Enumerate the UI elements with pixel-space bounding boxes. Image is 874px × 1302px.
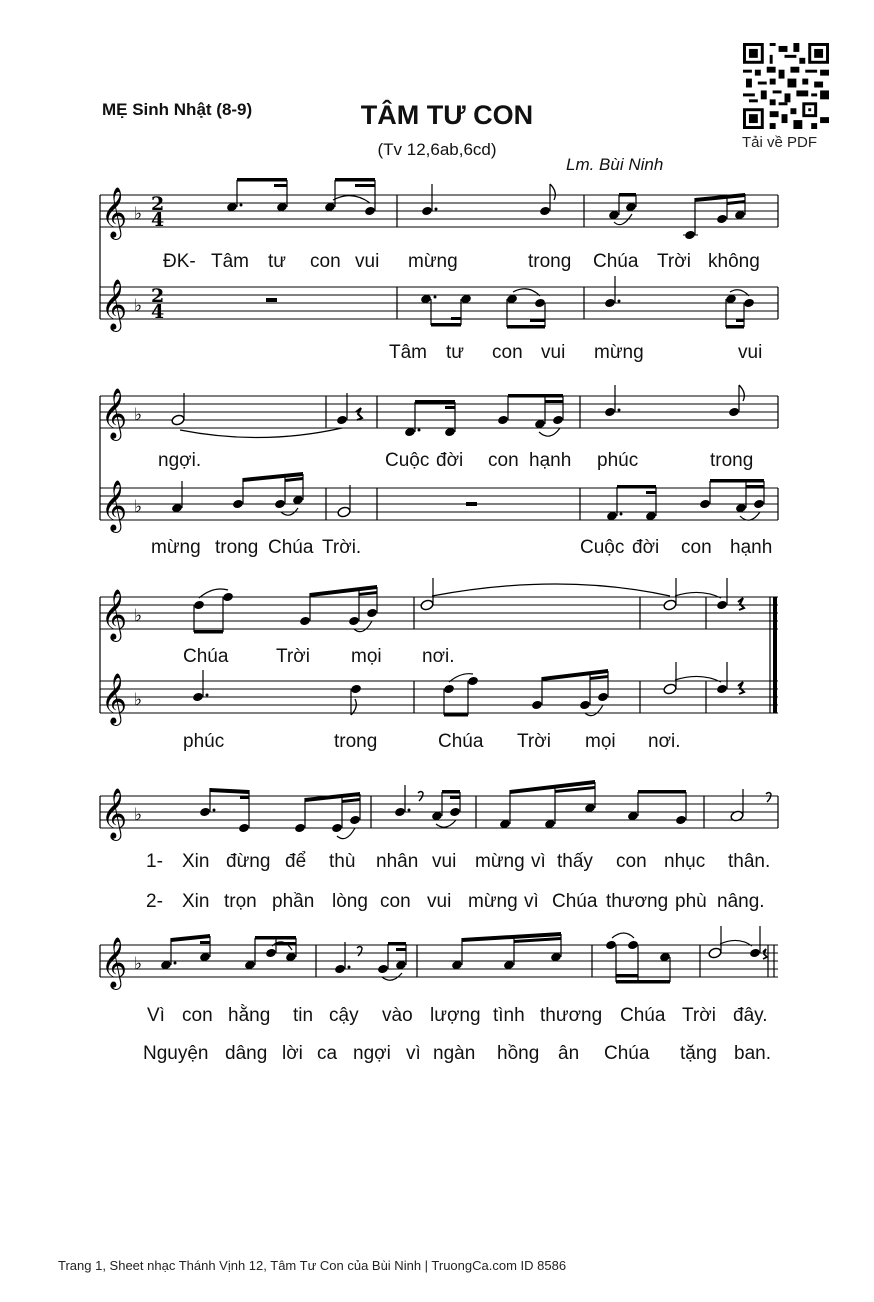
lyric-syllable: Cuộc bbox=[580, 537, 625, 558]
lyric-syllable: hồng bbox=[497, 1043, 540, 1064]
svg-text:♭: ♭ bbox=[134, 405, 143, 425]
notes-s5 bbox=[160, 926, 767, 984]
lyric-syllable: Chúa bbox=[268, 537, 314, 558]
lyric-syllable: mọi bbox=[351, 646, 382, 667]
lyric-syllable: mừng bbox=[151, 537, 201, 558]
lyric-syllable: con bbox=[182, 1005, 213, 1026]
lyric-syllable: vui bbox=[738, 342, 763, 363]
lyric-syllable: nhân bbox=[376, 851, 419, 872]
lyric-syllable: Chúa bbox=[438, 731, 484, 752]
svg-text:♭: ♭ bbox=[134, 606, 143, 626]
lyric-syllable: vào bbox=[382, 1005, 413, 1026]
lyric-syllable: vì bbox=[524, 891, 539, 912]
lyric-syllable: nơi. bbox=[422, 646, 455, 667]
lyric-syllable: Chúa bbox=[604, 1043, 650, 1064]
lyric-syllable: vì bbox=[406, 1043, 421, 1064]
lyric-syllable: Xin bbox=[182, 851, 210, 872]
lyric-syllable: con bbox=[616, 851, 647, 872]
lyric-syllable: nhục bbox=[664, 851, 706, 872]
lyric-syllable: Trời bbox=[657, 251, 691, 272]
lyric-syllable: Chúa bbox=[552, 891, 598, 912]
lyric-syllable: tư bbox=[446, 342, 464, 363]
svg-text:♭: ♭ bbox=[134, 690, 143, 710]
lyric-syllable: thương bbox=[606, 891, 669, 912]
svg-text:2: 2 bbox=[151, 193, 165, 215]
svg-text:♭: ♭ bbox=[134, 954, 143, 974]
lyric-syllable: hạnh bbox=[529, 450, 572, 471]
composer: Lm. Bùi Ninh bbox=[566, 155, 664, 174]
lyric-syllable: phúc bbox=[597, 450, 639, 471]
lyric-syllable: đời bbox=[436, 450, 464, 471]
staff-s1-lower bbox=[100, 287, 778, 319]
svg-text:♭: ♭ bbox=[134, 497, 143, 517]
lyric-syllable: tình bbox=[493, 1005, 525, 1026]
lyric-syllable: vì bbox=[531, 851, 546, 872]
lyric-syllable: Cuộc bbox=[385, 450, 430, 471]
lyric-syllable: trọn bbox=[224, 891, 257, 912]
notes-s2-upper bbox=[171, 385, 744, 438]
notes-s4 bbox=[199, 780, 771, 839]
lyric-syllable: lời bbox=[282, 1043, 303, 1064]
lyric-syllable: lượng bbox=[430, 1005, 481, 1026]
staff-s1-upper bbox=[100, 195, 778, 227]
download-pdf-link[interactable]: Tải về PDF bbox=[742, 134, 818, 151]
lyric-syllable: dâng bbox=[225, 1043, 268, 1064]
occasion-label: MẸ Sinh Nhật (8-9) bbox=[102, 100, 253, 119]
lyric-syllable: hằng bbox=[228, 1005, 271, 1026]
svg-text:𝄞: 𝄞 bbox=[101, 673, 128, 724]
lyric-syllable: Chúa bbox=[620, 1005, 666, 1026]
lyric-syllable: con bbox=[310, 251, 341, 272]
lyric-syllable: tặng bbox=[680, 1043, 717, 1064]
svg-text:𝄞: 𝄞 bbox=[101, 589, 128, 640]
notes-s1-upper bbox=[226, 178, 746, 240]
lyric-syllable: trong bbox=[334, 731, 378, 752]
svg-text:𝄞: 𝄞 bbox=[101, 388, 128, 439]
lyric-syllable: thương bbox=[540, 1005, 603, 1026]
lyric-syllable: trong bbox=[710, 450, 754, 471]
lyric-syllable: vui bbox=[541, 342, 566, 363]
svg-text:4: 4 bbox=[151, 301, 165, 323]
lyric-syllable: ban. bbox=[734, 1043, 771, 1064]
lyric-syllable: nâng. bbox=[717, 891, 765, 912]
notes-s2-lower bbox=[171, 472, 765, 521]
svg-text:2: 2 bbox=[151, 285, 165, 307]
lyric-syllable: con bbox=[380, 891, 411, 912]
lyric-syllable: lòng bbox=[332, 891, 368, 912]
svg-text:𝄞: 𝄞 bbox=[101, 480, 128, 531]
staff-s2-lower bbox=[100, 488, 778, 520]
lyric-syllable: ân bbox=[558, 1043, 580, 1064]
staff-s5 bbox=[100, 945, 778, 977]
psalm-reference: (Tv 12,6ab,6cd) bbox=[377, 140, 497, 159]
lyric-syllable: tin bbox=[293, 1005, 314, 1026]
lyric-syllable: trong bbox=[528, 251, 572, 272]
lyric-syllable: con bbox=[681, 537, 712, 558]
lyric-syllable: thấy bbox=[557, 851, 593, 872]
lyric-syllable: Trời bbox=[682, 1005, 716, 1026]
lyric-syllable: Trời. bbox=[322, 537, 362, 558]
clefs bbox=[101, 187, 127, 990]
lyric-syllable: đừng bbox=[226, 851, 271, 872]
lyric-syllable: mọi bbox=[585, 731, 616, 752]
lyric-syllable: để bbox=[285, 851, 307, 872]
svg-text:♭: ♭ bbox=[134, 296, 143, 316]
lyric-syllable: mừng bbox=[475, 851, 525, 872]
lyric-syllable: Trời bbox=[276, 646, 310, 667]
lyric-syllable: đời bbox=[632, 537, 660, 558]
lyric-syllable: nơi. bbox=[648, 731, 681, 752]
lyric-syllable: Tâm bbox=[211, 251, 249, 272]
lyric-syllable: Nguyện bbox=[143, 1043, 209, 1064]
page-footer: Trang 1, Sheet nhạc Thánh Vịnh 12, Tâm Tư Con của Bùi Ninh | TruongCa.com ID 8586 bbox=[58, 1258, 567, 1273]
lyric-syllable: thân. bbox=[728, 851, 771, 872]
lyric-syllable: Tâm bbox=[389, 342, 427, 363]
lyric-syllable: Chúa bbox=[593, 251, 639, 272]
verse-number: 1- bbox=[146, 851, 163, 872]
lyric-syllable: vui bbox=[432, 851, 457, 872]
svg-text:♭: ♭ bbox=[134, 204, 143, 224]
svg-text:𝄞: 𝄞 bbox=[101, 187, 128, 238]
lyric-syllable: cậy bbox=[329, 1005, 359, 1026]
lyric-syllable: ngàn bbox=[433, 1043, 476, 1064]
lyric-syllable: vui bbox=[427, 891, 452, 912]
lyric-syllable: ngợi. bbox=[158, 450, 202, 471]
lyric-syllable: không bbox=[708, 251, 760, 272]
song-title: TÂM TƯ CON bbox=[360, 100, 534, 130]
svg-text:4: 4 bbox=[151, 209, 165, 231]
svg-text:♭: ♭ bbox=[134, 805, 143, 825]
lyric-syllable: thù bbox=[329, 851, 356, 872]
lyric-syllable: Xin bbox=[182, 891, 210, 912]
lyric-syllable: phù bbox=[675, 891, 707, 912]
lyric-syllable: đây. bbox=[733, 1005, 768, 1026]
lyric-syllable: ĐK- bbox=[163, 251, 196, 272]
lyric-syllable: phần bbox=[272, 891, 315, 912]
lyric-syllable: hạnh bbox=[730, 537, 773, 558]
notes-s1-lower bbox=[266, 276, 755, 329]
svg-text:𝄞: 𝄞 bbox=[101, 788, 128, 839]
lyric-syllable: Trời bbox=[517, 731, 551, 752]
lyric-syllable: vui bbox=[355, 251, 380, 272]
svg-text:𝄞: 𝄞 bbox=[101, 279, 128, 330]
svg-text:𝄞: 𝄞 bbox=[101, 937, 128, 988]
lyric-syllable: tư bbox=[268, 251, 286, 272]
lyric-syllable: trong bbox=[215, 537, 259, 558]
lyric-syllable: Chúa bbox=[183, 646, 229, 667]
lyric-syllable: ca bbox=[317, 1043, 338, 1064]
lyric-syllable: phúc bbox=[183, 731, 225, 752]
lyric-syllable: ngợi bbox=[353, 1043, 391, 1064]
verse-number: 2- bbox=[146, 891, 163, 912]
lyric-syllable: Vì bbox=[147, 1005, 165, 1026]
notes-s3-upper bbox=[193, 578, 744, 634]
lyric-syllable: mừng bbox=[468, 891, 518, 912]
lyric-syllable: mừng bbox=[408, 251, 458, 272]
lyric-syllable: con bbox=[492, 342, 523, 363]
lyric-syllable: con bbox=[488, 450, 519, 471]
lyric-syllable: mừng bbox=[594, 342, 644, 363]
